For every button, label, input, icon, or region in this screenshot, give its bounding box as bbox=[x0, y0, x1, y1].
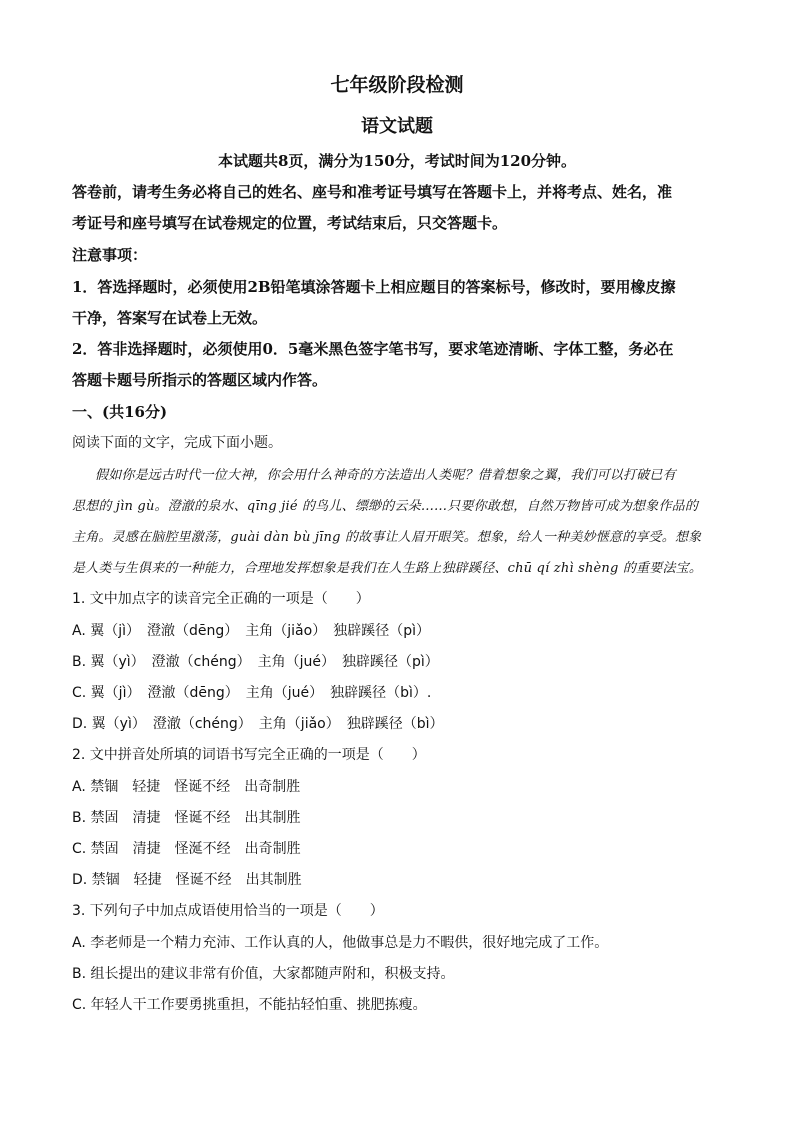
instructions-line-2: 考证号和座号填写在试卷规定的位置，考试结束后，只交答题卡。 bbox=[72, 214, 508, 232]
question-1-option-b: B. 翼（yì） 澄澈（chéng） 主角（jué） 独辟蹊径（pì） bbox=[72, 654, 439, 670]
question-3-option-b: B. 组长提出的建议非常有价值，大家都随声附和，积极支持。 bbox=[72, 966, 455, 982]
question-3-option-c: C. 年轻人干工作要勇挑重担，不能拈轻怕重、挑肥拣瘦。 bbox=[72, 997, 427, 1013]
question-2-stem: 2. 文中拼音处所填的词语书写完全正确的一项是（ ） bbox=[72, 747, 426, 763]
reading-prompt: 阅读下面的文字，完成下面小题。 bbox=[72, 435, 282, 451]
instructions-line-1: 答卷前，请考生务必将自己的姓名、座号和准考证号填写在答题卡上，并将考点、姓名，准 bbox=[72, 183, 673, 201]
question-2-option-b: B. 禁固 清捷 怪诞不经 出其制胜 bbox=[72, 810, 301, 826]
question-2-option-d: D. 禁锢 轻捷 怪诞不经 出其制胜 bbox=[72, 872, 302, 888]
note-2-line-1: 2．答非选择题时，必须使用0．5毫米黑色签字笔书写，要求笔迹清晰、字体工整，务必在 bbox=[72, 340, 674, 358]
note-2-line-2: 答题卡题号所指示的答题区域内作答。 bbox=[72, 371, 328, 389]
passage-line-4: 是人类与生俱来的一种能力，合理地发挥想象是我们在人生路上独辟蹊径、chū qí zhì shèng 的重要法宝。 bbox=[72, 561, 703, 576]
exam-title: 七年级阶段检测 bbox=[330, 74, 464, 96]
notes-heading: 注意事项： bbox=[72, 246, 148, 264]
passage-line-3: 主角。灵感在脑腔里激荡，guài dàn bù jīng 的故事让人眉开眼笑。想象，给人一种美妙惬意的享受。想象 bbox=[72, 530, 702, 545]
section-heading: 一、(共16分) bbox=[72, 403, 168, 421]
question-3-option-a: A. 李老师是一个精力充沛、工作认真的人，他做事总是力不暇供，很好地完成了工作。 bbox=[72, 935, 609, 951]
question-1-stem: 1. 文中加点字的读音完全正确的一项是（ ） bbox=[72, 591, 370, 607]
question-3-stem: 3. 下列句子中加点成语使用恰当的一项是（ ） bbox=[72, 903, 384, 919]
question-2-option-a: A. 禁锢 轻捷 怪诞不经 出奇制胜 bbox=[72, 779, 301, 795]
question-1-option-a: A. 翼（jì） 澄澈（dēng） 主角（jiǎo） 独辟蹊径（pì） bbox=[72, 623, 430, 639]
exam-subtitle: 语文试题 bbox=[361, 116, 433, 137]
passage-line-2: 思想的 jìn gù。澄澈的泉水、qīng jié 的鸟儿、缥缈的云朵……只要你敢想，自然万物皆可成为想象作品的 bbox=[72, 499, 699, 514]
question-2-option-c: C. 禁固 清捷 怪涎不经 出奇制胜 bbox=[72, 841, 301, 857]
question-1-option-d: D. 翼（yì） 澄澈（chéng） 主角（jiǎo） 独辟蹊径（bì） bbox=[72, 716, 444, 732]
exam-info: 本试题共8页，满分为150分，考试时间为120分钟。 bbox=[217, 152, 577, 170]
question-1-option-c: C. 翼（jì） 澄澈（dēng） 主角（jué） 独辟蹊径（bì）. bbox=[72, 685, 432, 701]
note-1-line-2: 干净，答案写在试卷上无效。 bbox=[72, 309, 268, 327]
passage-line-1: 假如你是远古时代一位大神，你会用什么神奇的方法造出人类呢？借着想象之翼，我们可以打破已有 bbox=[95, 468, 676, 483]
note-1-line-1: 1．答选择题时，必须使用2B铅笔填涂答题卡上相应题目的答案标号，修改时，要用橡皮擦 bbox=[72, 278, 676, 296]
